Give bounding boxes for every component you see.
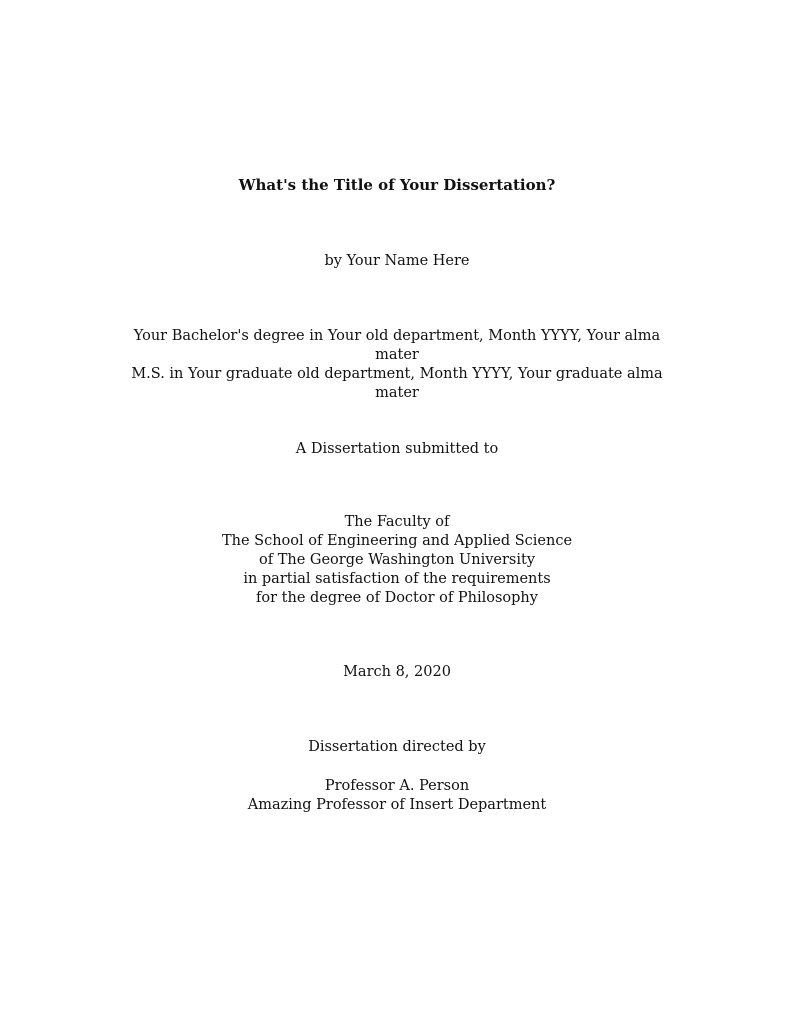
degree-line-masters: M.S. in Your graduate old department, Month YYYY, Your graduate alma	[131, 366, 663, 382]
faculty-line-3: of The George Washington University	[258, 552, 536, 568]
director-title: Amazing Professor of Insert Department	[247, 797, 547, 813]
faculty-line-1: The Faculty of	[344, 514, 450, 530]
director-block	[0, 777, 794, 815]
author-byline: by Your Name Here	[324, 253, 470, 269]
degree-line-masters-wrap: mater	[375, 385, 419, 401]
degrees-block	[0, 327, 794, 403]
faculty-line-5: for the degree of Doctor of Philosophy	[256, 590, 538, 606]
submission-statement: A Dissertation submitted to	[295, 441, 499, 457]
direction-heading: Dissertation directed by	[308, 739, 486, 755]
faculty-block	[0, 513, 794, 608]
dissertation-title: What's the Title of Your Dissertation?	[238, 176, 556, 194]
faculty-line-2: The School of Engineering and Applied Science	[221, 533, 573, 549]
degree-line-bachelor: Your Bachelor's degree in Your old department, Month YYYY, Your alma	[133, 328, 661, 344]
faculty-line-4: in partial satisfaction of the requirements	[243, 571, 551, 587]
degree-line-bachelor-wrap: mater	[375, 347, 419, 363]
director-name: Professor A. Person	[324, 778, 470, 794]
defense-date: March 8, 2020	[343, 664, 451, 680]
